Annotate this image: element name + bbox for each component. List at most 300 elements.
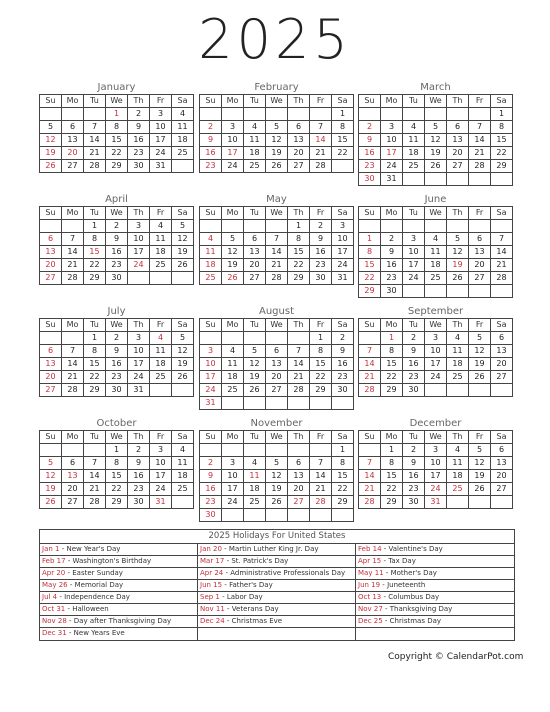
- day-cell: 24: [222, 496, 244, 509]
- day-cell: 26: [266, 160, 288, 173]
- holiday-name: St. Patrick's Day: [231, 557, 289, 565]
- day-cell: 4: [447, 444, 469, 457]
- day-cell: 16: [310, 246, 332, 259]
- day-cell: 29: [381, 496, 403, 509]
- day-cell: [447, 220, 469, 233]
- day-cell: 13: [469, 246, 491, 259]
- day-cell: 8: [106, 121, 128, 134]
- day-cell: 1: [106, 444, 128, 457]
- day-cell: 3: [381, 121, 403, 134]
- day-cell: 1: [332, 444, 354, 457]
- day-cell: 23: [128, 147, 150, 160]
- holiday-name: Juneteenth: [387, 581, 426, 589]
- day-cell: 29: [359, 285, 381, 298]
- day-cell: 30: [403, 496, 425, 509]
- holiday-date: Jan 1: [42, 545, 60, 553]
- day-cell: [150, 272, 172, 285]
- day-cell: 6: [469, 233, 491, 246]
- weekday-header: Tu: [403, 319, 425, 332]
- day-cell: 1: [106, 108, 128, 121]
- day-cell: 9: [200, 470, 222, 483]
- day-cell: 15: [359, 259, 381, 272]
- day-cell: 24: [128, 259, 150, 272]
- day-cell: 5: [172, 332, 194, 345]
- day-cell: 1: [359, 233, 381, 246]
- day-cell: 2: [200, 121, 222, 134]
- day-cell: 30: [381, 285, 403, 298]
- day-cell: 27: [447, 160, 469, 173]
- day-cell: [200, 444, 222, 457]
- day-cell: 29: [106, 160, 128, 173]
- holiday-date: Apr 15: [358, 557, 382, 565]
- day-cell: 8: [381, 345, 403, 358]
- day-cell: 4: [172, 108, 194, 121]
- weekday-header: Tu: [403, 431, 425, 444]
- day-cell: 27: [491, 371, 513, 384]
- day-cell: 29: [106, 496, 128, 509]
- day-cell: 23: [106, 371, 128, 384]
- day-cell: 21: [62, 371, 84, 384]
- weekday-header: We: [106, 319, 128, 332]
- day-cell: 28: [84, 496, 106, 509]
- day-cell: 19: [244, 371, 266, 384]
- weekday-header: Th: [288, 431, 310, 444]
- weekday-header: Su: [40, 431, 62, 444]
- day-cell: 17: [222, 483, 244, 496]
- holiday-cell: [198, 592, 356, 604]
- weekday-header: Su: [359, 319, 381, 332]
- day-cell: [40, 108, 62, 121]
- day-cell: 29: [84, 384, 106, 397]
- holiday-date: Jun 15: [200, 581, 223, 589]
- holiday-cell: [40, 616, 198, 628]
- day-cell: 10: [381, 134, 403, 147]
- day-cell: 9: [106, 345, 128, 358]
- day-cell: [244, 397, 266, 410]
- holiday-name: Columbus Day: [388, 593, 440, 601]
- day-cell: [403, 108, 425, 121]
- day-cell: [403, 285, 425, 298]
- day-cell: 18: [222, 371, 244, 384]
- day-cell: 18: [244, 147, 266, 160]
- day-cell: 16: [359, 147, 381, 160]
- month-grid: [358, 94, 513, 186]
- day-cell: 17: [403, 259, 425, 272]
- day-cell: [222, 509, 244, 522]
- day-cell: 4: [150, 220, 172, 233]
- weekday-header: Tu: [403, 207, 425, 220]
- day-cell: [425, 285, 447, 298]
- day-cell: [288, 444, 310, 457]
- day-cell: [266, 509, 288, 522]
- day-cell: 4: [403, 121, 425, 134]
- day-cell: [447, 285, 469, 298]
- holiday-date: Jan 20: [200, 545, 222, 553]
- holiday-date: May 26: [42, 581, 68, 589]
- weekday-header: Su: [359, 431, 381, 444]
- day-cell: 12: [447, 246, 469, 259]
- day-cell: 8: [359, 246, 381, 259]
- day-cell: 15: [310, 358, 332, 371]
- day-cell: 9: [310, 233, 332, 246]
- day-cell: 18: [425, 259, 447, 272]
- month-july: [39, 305, 194, 397]
- holiday-name: Independence Day: [64, 593, 130, 601]
- holiday-cell: [356, 544, 514, 556]
- weekday-header: We: [106, 207, 128, 220]
- day-cell: 17: [150, 134, 172, 147]
- month-grid: [199, 206, 354, 285]
- day-cell: 28: [84, 160, 106, 173]
- day-cell: 11: [150, 233, 172, 246]
- day-cell: 12: [425, 134, 447, 147]
- holiday-date: Apr 24: [200, 569, 224, 577]
- day-cell: 11: [447, 345, 469, 358]
- day-cell: 15: [381, 358, 403, 371]
- holiday-cell: [40, 628, 198, 640]
- month-january: [39, 81, 194, 173]
- day-cell: 3: [425, 332, 447, 345]
- day-cell: 21: [84, 483, 106, 496]
- day-cell: 1: [381, 332, 403, 345]
- holiday-separator: -: [222, 581, 230, 589]
- holiday-name: Christmas Day: [389, 617, 442, 625]
- day-cell: 16: [381, 259, 403, 272]
- weekday-header: We: [266, 207, 288, 220]
- day-cell: 7: [288, 345, 310, 358]
- day-cell: [128, 272, 150, 285]
- day-cell: 13: [491, 457, 513, 470]
- day-cell: 27: [40, 272, 62, 285]
- year-title: 2025: [198, 8, 352, 71]
- day-cell: [288, 509, 310, 522]
- weekday-header: Sa: [332, 431, 354, 444]
- weekday-header: Sa: [172, 319, 194, 332]
- day-cell: 30: [403, 384, 425, 397]
- day-cell: 2: [403, 332, 425, 345]
- weekday-header: We: [266, 95, 288, 108]
- day-cell: 24: [425, 483, 447, 496]
- holiday-date: Mar 17: [200, 557, 225, 565]
- day-cell: 28: [310, 496, 332, 509]
- day-cell: 6: [40, 345, 62, 358]
- holiday-date: Oct 13: [358, 593, 382, 601]
- day-cell: 7: [266, 233, 288, 246]
- day-cell: 18: [403, 147, 425, 160]
- holiday-separator: -: [381, 545, 389, 553]
- day-cell: 4: [150, 332, 172, 345]
- day-cell: [447, 384, 469, 397]
- day-cell: [150, 384, 172, 397]
- day-cell: 17: [222, 147, 244, 160]
- holiday-cell: [356, 556, 514, 568]
- day-cell: 18: [172, 134, 194, 147]
- weekday-header: Fr: [150, 207, 172, 220]
- day-cell: 6: [288, 121, 310, 134]
- day-cell: [425, 108, 447, 121]
- day-cell: 3: [128, 332, 150, 345]
- weekday-header: Sa: [332, 95, 354, 108]
- day-cell: 10: [150, 457, 172, 470]
- holiday-cell: [356, 568, 514, 580]
- month-grid: [199, 318, 354, 410]
- day-cell: 16: [200, 147, 222, 160]
- day-cell: 14: [62, 358, 84, 371]
- day-cell: 14: [84, 134, 106, 147]
- holiday-cell: [356, 580, 514, 592]
- day-cell: 19: [172, 246, 194, 259]
- month-august: [199, 305, 354, 410]
- day-cell: 24: [222, 160, 244, 173]
- day-cell: 11: [172, 121, 194, 134]
- day-cell: 15: [84, 358, 106, 371]
- day-cell: 3: [222, 457, 244, 470]
- holiday-date: Jul 4: [42, 593, 58, 601]
- day-cell: 31: [150, 160, 172, 173]
- holiday-separator: -: [382, 617, 390, 625]
- day-cell: 18: [172, 470, 194, 483]
- day-cell: 23: [403, 371, 425, 384]
- day-cell: 24: [403, 272, 425, 285]
- day-cell: 12: [222, 246, 244, 259]
- holiday-separator: -: [59, 545, 67, 553]
- day-cell: 7: [310, 121, 332, 134]
- holiday-cell: [40, 544, 198, 556]
- day-cell: 2: [106, 332, 128, 345]
- day-cell: 10: [128, 233, 150, 246]
- weekday-header: Th: [128, 319, 150, 332]
- month-september: [358, 305, 513, 397]
- day-cell: 15: [106, 470, 128, 483]
- day-cell: 10: [425, 345, 447, 358]
- holiday-name: Halloween: [72, 605, 109, 613]
- weekday-header: Tu: [84, 431, 106, 444]
- holiday-name: Martin Luther King Jr. Day: [228, 545, 319, 553]
- day-cell: 2: [128, 444, 150, 457]
- day-cell: [62, 444, 84, 457]
- month-name: December: [409, 418, 462, 429]
- day-cell: 18: [200, 259, 222, 272]
- holiday-separator: -: [65, 557, 73, 565]
- weekday-header: Su: [40, 319, 62, 332]
- day-cell: 25: [150, 259, 172, 272]
- day-cell: [244, 332, 266, 345]
- day-cell: 3: [128, 220, 150, 233]
- day-cell: 26: [469, 483, 491, 496]
- day-cell: 26: [244, 384, 266, 397]
- day-cell: 23: [200, 496, 222, 509]
- month-name: June: [424, 194, 447, 205]
- day-cell: 3: [222, 121, 244, 134]
- holiday-cell: [198, 616, 356, 628]
- day-cell: [310, 444, 332, 457]
- day-cell: [266, 397, 288, 410]
- holiday-separator: -: [221, 545, 229, 553]
- day-cell: 28: [62, 384, 84, 397]
- day-cell: 12: [40, 134, 62, 147]
- weekday-header: Fr: [469, 207, 491, 220]
- month-grid: [358, 430, 513, 509]
- day-cell: 9: [200, 134, 222, 147]
- day-cell: 21: [491, 259, 513, 272]
- weekday-header: We: [266, 431, 288, 444]
- day-cell: 6: [244, 233, 266, 246]
- holiday-separator: -: [382, 605, 390, 613]
- day-cell: 28: [469, 160, 491, 173]
- day-cell: 27: [40, 384, 62, 397]
- day-cell: 21: [266, 259, 288, 272]
- day-cell: 20: [491, 358, 513, 371]
- weekday-header: Mo: [62, 95, 84, 108]
- day-cell: [469, 496, 491, 509]
- day-cell: 24: [425, 371, 447, 384]
- day-cell: 23: [200, 160, 222, 173]
- day-cell: 13: [40, 246, 62, 259]
- day-cell: 22: [106, 483, 128, 496]
- day-cell: 3: [200, 345, 222, 358]
- month-grid: [358, 318, 513, 397]
- holiday-name: Thanksgiving Day: [389, 605, 453, 613]
- day-cell: [244, 444, 266, 457]
- month-name: November: [250, 418, 303, 429]
- day-cell: 9: [332, 345, 354, 358]
- day-cell: 7: [359, 345, 381, 358]
- weekday-header: Th: [128, 207, 150, 220]
- day-cell: 20: [266, 371, 288, 384]
- weekday-header: Mo: [222, 319, 244, 332]
- day-cell: 17: [381, 147, 403, 160]
- day-cell: 9: [403, 457, 425, 470]
- month-march: [358, 81, 513, 186]
- day-cell: 8: [84, 345, 106, 358]
- day-cell: 7: [359, 457, 381, 470]
- day-cell: 26: [425, 160, 447, 173]
- month-grid: [358, 206, 513, 298]
- day-cell: 8: [332, 457, 354, 470]
- weekday-header: Tu: [244, 431, 266, 444]
- day-cell: 19: [266, 483, 288, 496]
- day-cell: 5: [40, 121, 62, 134]
- day-cell: 24: [150, 147, 172, 160]
- day-cell: 20: [491, 470, 513, 483]
- day-cell: 5: [425, 121, 447, 134]
- day-cell: 4: [172, 444, 194, 457]
- day-cell: 16: [106, 358, 128, 371]
- day-cell: 16: [128, 134, 150, 147]
- day-cell: 12: [266, 134, 288, 147]
- weekday-header: Fr: [310, 431, 332, 444]
- day-cell: 6: [62, 457, 84, 470]
- month-name: March: [420, 82, 451, 93]
- holiday-separator: -: [57, 593, 65, 601]
- holiday-row: [40, 544, 514, 556]
- day-cell: [425, 220, 447, 233]
- day-cell: 26: [172, 259, 194, 272]
- day-cell: 6: [40, 233, 62, 246]
- day-cell: [469, 220, 491, 233]
- day-cell: 19: [425, 147, 447, 160]
- day-cell: 16: [106, 246, 128, 259]
- weekday-header: Th: [288, 95, 310, 108]
- holiday-row: [40, 616, 514, 628]
- day-cell: 20: [469, 259, 491, 272]
- day-cell: 2: [310, 220, 332, 233]
- day-cell: [40, 332, 62, 345]
- holiday-separator: -: [381, 557, 389, 565]
- day-cell: [359, 444, 381, 457]
- day-cell: 24: [150, 483, 172, 496]
- weekday-header: We: [425, 319, 447, 332]
- day-cell: [62, 108, 84, 121]
- holiday-separator: -: [383, 569, 391, 577]
- holiday-row: [40, 568, 514, 580]
- day-cell: 22: [381, 483, 403, 496]
- day-cell: 16: [200, 483, 222, 496]
- day-cell: 13: [244, 246, 266, 259]
- weekday-header: We: [106, 431, 128, 444]
- holiday-cell: [198, 580, 356, 592]
- day-cell: 11: [447, 457, 469, 470]
- weekday-header: Sa: [491, 319, 513, 332]
- holiday-name: Mother's Day: [390, 569, 437, 577]
- day-cell: 10: [150, 121, 172, 134]
- day-cell: 15: [84, 246, 106, 259]
- weekday-header: Fr: [469, 431, 491, 444]
- day-cell: 21: [288, 371, 310, 384]
- day-cell: [84, 108, 106, 121]
- day-cell: 30: [106, 272, 128, 285]
- day-cell: 19: [40, 483, 62, 496]
- day-cell: 14: [266, 246, 288, 259]
- day-cell: [359, 220, 381, 233]
- day-cell: 7: [310, 457, 332, 470]
- day-cell: 20: [244, 259, 266, 272]
- day-cell: 29: [381, 384, 403, 397]
- weekday-header: Fr: [310, 95, 332, 108]
- weekday-header: Fr: [310, 319, 332, 332]
- day-cell: 19: [266, 147, 288, 160]
- day-cell: 11: [172, 457, 194, 470]
- month-june: [358, 193, 513, 298]
- day-cell: [266, 444, 288, 457]
- copyright-text: Copyright © CalendarPot.com: [388, 652, 524, 662]
- holiday-name: Tax Day: [388, 557, 416, 565]
- holiday-separator: -: [219, 593, 227, 601]
- weekday-header: Su: [200, 95, 222, 108]
- weekday-header: Fr: [310, 207, 332, 220]
- weekday-header: Tu: [84, 207, 106, 220]
- day-cell: 31: [381, 173, 403, 186]
- day-cell: 17: [128, 358, 150, 371]
- weekday-header: Sa: [491, 95, 513, 108]
- day-cell: 29: [332, 496, 354, 509]
- day-cell: 3: [150, 108, 172, 121]
- holiday-separator: -: [224, 557, 232, 565]
- day-cell: 22: [288, 259, 310, 272]
- day-cell: [310, 108, 332, 121]
- day-cell: 25: [244, 160, 266, 173]
- day-cell: 31: [200, 397, 222, 410]
- holiday-name: Labor Day: [226, 593, 263, 601]
- weekday-header: Mo: [222, 95, 244, 108]
- weekday-header: Mo: [62, 207, 84, 220]
- holiday-row: [40, 592, 514, 604]
- day-cell: 14: [359, 358, 381, 371]
- day-cell: [469, 108, 491, 121]
- holiday-separator: -: [66, 629, 74, 637]
- holiday-cell: [198, 604, 356, 616]
- day-cell: 24: [381, 160, 403, 173]
